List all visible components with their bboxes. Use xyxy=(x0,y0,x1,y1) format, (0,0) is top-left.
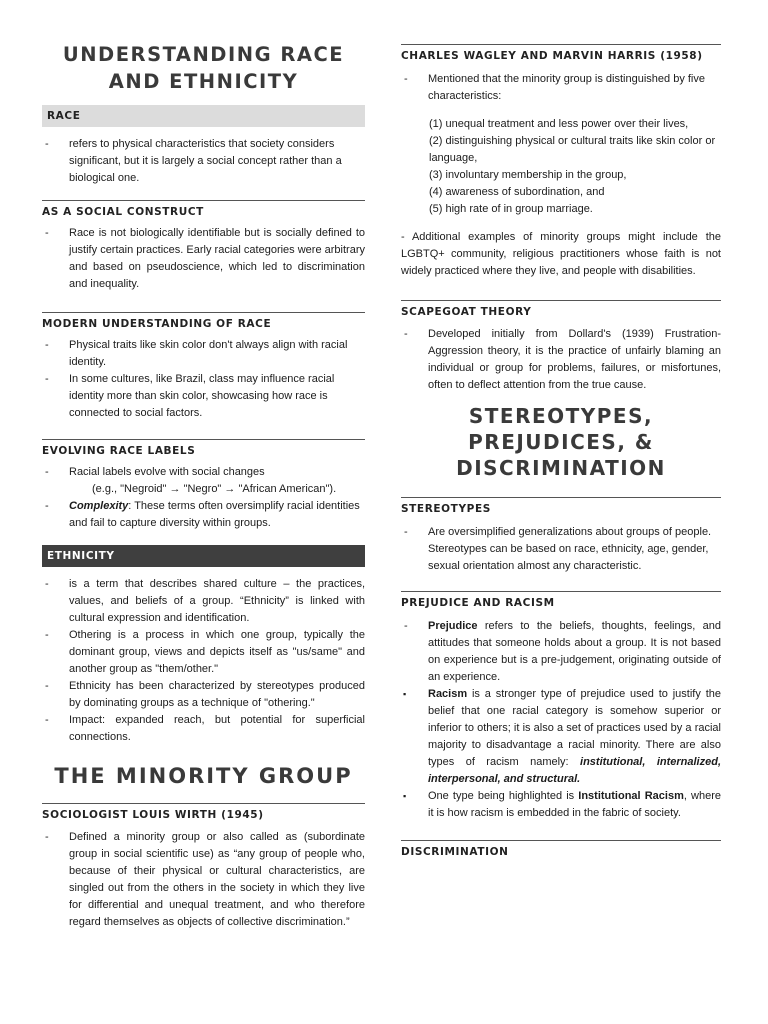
prejudice-definition: refers to the beliefs, thoughts, feelings, and attitudes that someone holds about a group. It is not based on experience but is a pre-judgement, originating outside of an experience. xyxy=(428,620,721,683)
left-column xyxy=(42,0,365,931)
institutional-racism-item xyxy=(401,788,721,822)
wirth-list xyxy=(42,829,365,931)
institutional-term: Institutional Racism xyxy=(578,790,684,802)
scapegoat-heading: SCAPEGOAT THEORY xyxy=(401,300,721,318)
additional-examples: - Additional examples of minority groups might include the LGBTQ+ community, religious practitioners whose faith is not widely practiced where they live, and people with disabilities. xyxy=(401,231,721,277)
characteristics-list xyxy=(401,116,721,218)
evolving-labels-item xyxy=(42,464,365,498)
main-title-line2: AND ETHNICITY xyxy=(108,70,299,93)
evolving-labels-list xyxy=(42,464,365,532)
ethnicity-heading: ETHNICITY xyxy=(42,545,365,567)
label-example: (e.g., "Negroid" → "Negro" → "African American"). xyxy=(92,483,337,495)
modern-race-list xyxy=(42,337,365,422)
minority-group-title: THE MINORITY GROUP xyxy=(54,764,353,788)
modern-race-heading: MODERN UNDERSTANDING OF RACE xyxy=(42,312,365,330)
modern-race-item: - Physical traits like skin color don't always align with racial identity. xyxy=(42,337,365,371)
stereotypes-title-line3: DISCRIMINATION xyxy=(456,456,666,480)
wirth-item: - Defined a minority group or also called as (subordinate group in social scientific use) as “any group of people who, because of their physical or cultural characteristics, are singled out from the others in the society in which they live for differential and unequal treatment, and who therefore regard themselves as objects of collective discrimination.” xyxy=(42,829,365,931)
ethnicity-item: - is a term that describes shared culture – the practices, values, and beliefs of a group. “Ethnicity” is linked with cultural expression and identification. xyxy=(42,576,365,627)
stereotypes-title-line2: PREJUDICES, & xyxy=(468,430,654,454)
racism-definition: is a stronger type of prejudice used to justify the belief that one racial category is somehow superior or inferior to others; it is also a set of practices used by a racial majority to disadvantage a racial minority. There are also types of racism namely: xyxy=(428,688,721,768)
characteristic-item: (5) high rate of in group marriage. xyxy=(429,203,593,215)
characteristic-item: (1) unequal treatment and less power over their lives, xyxy=(429,118,689,130)
complexity-label: Complexity xyxy=(69,500,129,512)
wagley-heading: CHARLES WAGLEY AND MARVIN HARRIS (1958) xyxy=(401,44,721,62)
stereotypes-item: - Are oversimplified generalizations about groups of people. Stereotypes can be based on race, ethnicity, age, gender, sexual orientation almost any characteristic. xyxy=(401,524,721,575)
complexity-text: : These terms often oversimplify racial identities and fail to capture diversity within groups. xyxy=(69,500,360,529)
modern-race-item: - In some cultures, like Brazil, class may influence racial identity more than skin color, showcasing how race is connected to social factors. xyxy=(42,371,365,422)
complexity-item xyxy=(42,498,365,532)
characteristic-item: (4) awareness of subordination, and xyxy=(429,186,605,198)
institutional-intro: One type being highlighted is xyxy=(428,790,579,802)
stereotypes-heading: STEREOTYPES xyxy=(401,497,721,515)
evolving-labels-heading: EVOLVING RACE LABELS xyxy=(42,439,365,457)
social-construct-heading: AS A SOCIAL CONSTRUCT xyxy=(42,200,365,218)
scapegoat-item: - Developed initially from Dollard's (1939) Frustration-Aggression theory, it is the practice of unfairly blaming an individual or group for problems, failures, or misfortunes, often to deflect attention from the true cause. xyxy=(401,326,721,394)
racism-term: Racism xyxy=(428,688,468,700)
prejudice-heading: PREJUDICE AND RACISM xyxy=(401,591,721,609)
stereotypes-list xyxy=(401,524,721,575)
evolving-labels-text: Racial labels evolve with social changes xyxy=(69,466,265,478)
race-item: - refers to physical characteristics that society considers significant, but it is largely a social concept rather than a biological one. xyxy=(42,136,365,187)
main-title-line1: UNDERSTANDING RACE xyxy=(62,43,345,66)
social-construct-item: - Race is not biologically identifiable but is socially defined to justify certain practices. Early racial categories were arbitrary and based on pseudoscience, which led to discrimination and inequality. xyxy=(42,225,365,293)
ethnicity-item: - Ethnicity has been characterized by stereotypes produced by dominating groups as a technique of "othering." xyxy=(42,678,365,712)
ethnicity-list xyxy=(42,576,365,746)
social-construct-list xyxy=(42,225,365,293)
wagley-list xyxy=(401,71,721,105)
discrimination-heading: DISCRIMINATION xyxy=(401,840,721,858)
wirth-heading: SOCIOLOGIST LOUIS WIRTH (1945) xyxy=(42,803,365,821)
ethnicity-item: - Othering is a process in which one group, typically the dominant group, views and depicts itself as "us/same" and another group as "them/other." xyxy=(42,627,365,678)
right-column xyxy=(401,0,721,858)
scapegoat-list xyxy=(401,326,721,394)
main-title xyxy=(42,41,365,95)
racism-item xyxy=(401,686,721,788)
characteristic-item: (2) distinguishing physical or cultural traits like skin color or language, xyxy=(429,135,716,164)
race-list xyxy=(42,136,365,187)
prejudice-item xyxy=(401,618,721,686)
prejudice-list xyxy=(401,618,721,822)
characteristic-item: (3) involuntary membership in the group, xyxy=(429,169,627,181)
wagley-intro: - Mentioned that the minority group is distinguished by five characteristics: xyxy=(401,71,721,105)
race-heading: RACE xyxy=(42,105,365,127)
ethnicity-item: - Impact: expanded reach, but potential for superficial connections. xyxy=(42,712,365,746)
institutional-definition: , where it is how racism is embedded in the fabric of society. xyxy=(428,790,721,819)
prejudice-term: Prejudice xyxy=(428,620,478,632)
stereotypes-title xyxy=(401,403,721,481)
stereotypes-title-line1: STEREOTYPES, xyxy=(468,404,654,428)
racism-types: institutional, internalized, interpersonal, and structural. xyxy=(428,756,722,785)
